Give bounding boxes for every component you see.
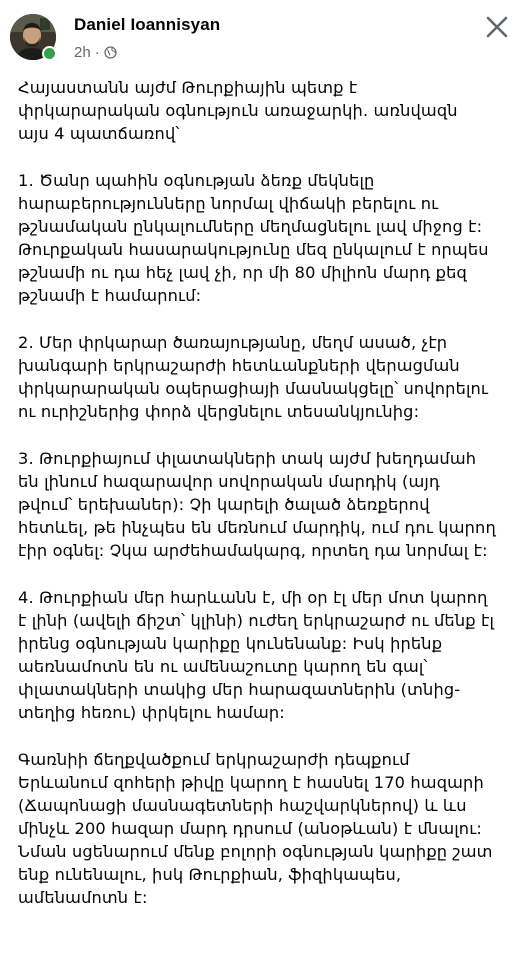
post-meta bbox=[74, 44, 117, 61]
post-paragraph-3: 3. Թուրքիայում փլատակների տակ այժմ խեղդամահ են լինում հազարավոր սովորական մարդիկ (այդ թվում՝ երեխաներ): Չի կարելի ծալած ձեռքերով հետևել, թե ինչպես են մեռնում մարդիկ, ում դու կարող էիր օգնել: Չկա արժեհամակարգ, որտեղ դա նորմալ է: bbox=[18, 449, 496, 560]
close-button[interactable] bbox=[484, 14, 510, 40]
post-text bbox=[18, 76, 518, 933]
post-paragraph-conclusion: Գառնիի ճեղքվածքում երկրաշարժի դեպքում Երևանում զոհերի թիվը կարող է հասնել 170 հազարի (Ճապոնացի մասնագետների հաշվարկներով) և ևս մինչև 200 հազար մարդ դրսում (անօթևան) է մնալու: Նման սցենարում մենք բոլորի օգնության կարիքը շատ ենք ունենալու, իսկ Թուրքիան, ֆիզիկապես, ամենամոտն է: bbox=[18, 750, 493, 907]
globe-icon bbox=[104, 46, 117, 59]
post-paragraph-2: 2. Մեր փրկարար ծառայությանը, մեղմ ասած, չէր խանգարի երկրաշարժի հետևանքների վերացման փրկարարական օպերացիայի մասնակցելը՝ սովորելու ու ուրիշներից փորձ վերցնելու տեսանկյունից: bbox=[18, 333, 489, 421]
meta-separator: · bbox=[94, 44, 100, 61]
post-paragraph-intro: Հայաստանն այժմ Թուրքիային պետք է փրկարարական օգնություն առաջարկի. առնվազն այս 4 պատճառով՝ bbox=[18, 78, 458, 143]
post-paragraph-1: 1. Ծանր պահին օգնության ձեռք մեկնելը հարաբերությունները նորմալ վիճակի բերելու ու թշնամական ընկալումները մեղմացնելու լավ միջոց է: Թուրքական հասարակությունը մեզ ընկալում է որպես թշնամի ու դա հեչ լավ չի, որ մի 80 միլիոն մարդ քեզ թշնամի է համարում: bbox=[18, 171, 489, 305]
avatar[interactable] bbox=[10, 14, 56, 60]
close-icon bbox=[484, 14, 510, 40]
post-paragraph-4: 4. Թուրքիան մեր հարևանն է, մի օր էլ մեր մոտ կարող է լինի (ավելի ճիշտ՝ կլինի) ուժեղ երկրաշարժ ու մենք էլ իրենց օգնության կարիքը կունենանք: Իսկ իրենք աեռնամոտն են ու ամենաշուտը կարող են գալ՝ փլատակների տակից մեր հարազատներին (տնից- տեղից հեռու) փրկելու համար: bbox=[18, 588, 495, 722]
post-header bbox=[0, 0, 524, 70]
post-timestamp[interactable]: 2h bbox=[74, 44, 91, 61]
online-status-dot bbox=[42, 46, 57, 61]
author-name[interactable]: Daniel Ioannisyan bbox=[74, 15, 221, 34]
